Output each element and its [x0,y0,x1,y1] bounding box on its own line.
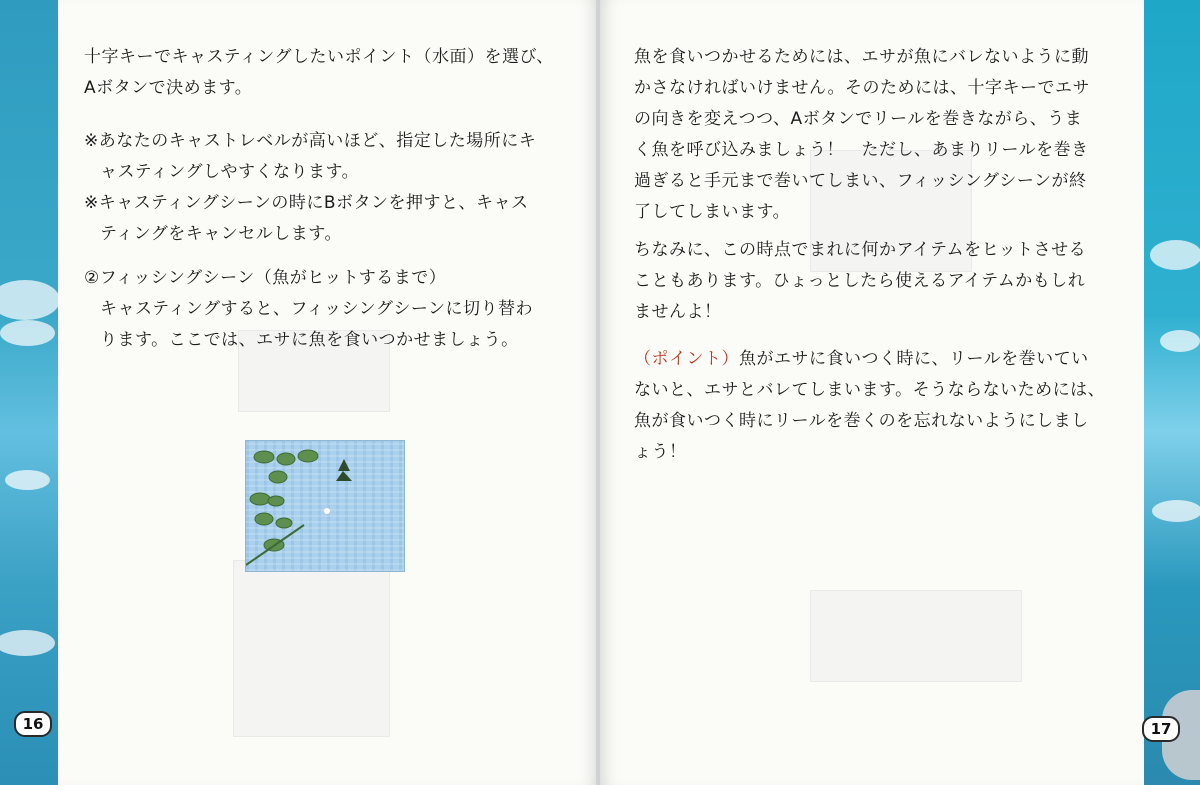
left-notes [84,126,536,250]
text-line: 過ぎると手元まで巻いてしまい、フィッシングシーンが終 [634,171,1087,191]
text-line: こともあります。ひょっとしたら使えるアイテムかもしれ [634,271,1086,291]
right-paragraph-1 [634,42,1090,228]
right-edge-sky-art [1142,0,1200,785]
page-16 [58,0,598,785]
left-paragraph-1 [84,42,554,104]
text-line: キャスティングすると、フィッシングシーンに切り替わ [100,299,533,319]
text-line: ャスティングしやすくなります。 [100,162,360,182]
text-line [634,344,1105,375]
point-first-line: 魚がエサに食いつく時に、リールを巻いてい [739,349,1089,369]
text-line: ないと、エサとバレてしまいます。そうならないためには、 [634,380,1106,400]
text-line: ※あなたのキャストレベルが高いほど、指定した場所にキ [84,131,537,151]
left-section [84,263,533,356]
text-line: 了してしまいます。 [634,202,791,222]
right-paragraph-2 [634,235,1086,328]
text-line: く魚を呼び込みましょう！ ただし、あまりリールを巻き [634,140,1089,160]
text-line: Aボタンで決めます。 [84,78,253,98]
text-line: 魚が食いつく時にリールを巻くのを忘れないようにしまし [634,411,1089,431]
section-heading: ②フィッシングシーン（魚がヒットするまで） [84,268,447,288]
fishing-scene-screenshot [245,440,405,572]
text-line: ょう！ [634,442,687,462]
left-edge-sky-art [0,0,62,785]
page-number-17: 17 [1142,716,1180,742]
point-label: （ポイント） [634,349,739,369]
text-line: かさなければいけません。そのためには、十字キーでエサ [634,78,1091,98]
page-number-16: 16 [14,711,52,737]
text-line: ませんよ！ [634,302,722,322]
text-line: 十字キーでキャスティングしたいポイント（水面）を選び、 [84,47,554,67]
text-line: の向きを変えつつ、Aボタンでリールを巻きながら、うま [634,109,1083,129]
text-line: 魚を食いつかせるためには、エサが魚にバレないように動 [634,47,1089,67]
text-line: ティングをキャンセルします。 [100,224,342,244]
text-line: ちなみに、この時点でまれに何かアイテムをヒットさせる [634,240,1087,260]
text-line: ります。ここでは、エサに魚を食いつかせましょう。 [100,330,519,350]
right-point-paragraph [634,344,1105,468]
text-line: ※キャスティングシーンの時にBボタンを押すと、キャス [84,193,529,213]
